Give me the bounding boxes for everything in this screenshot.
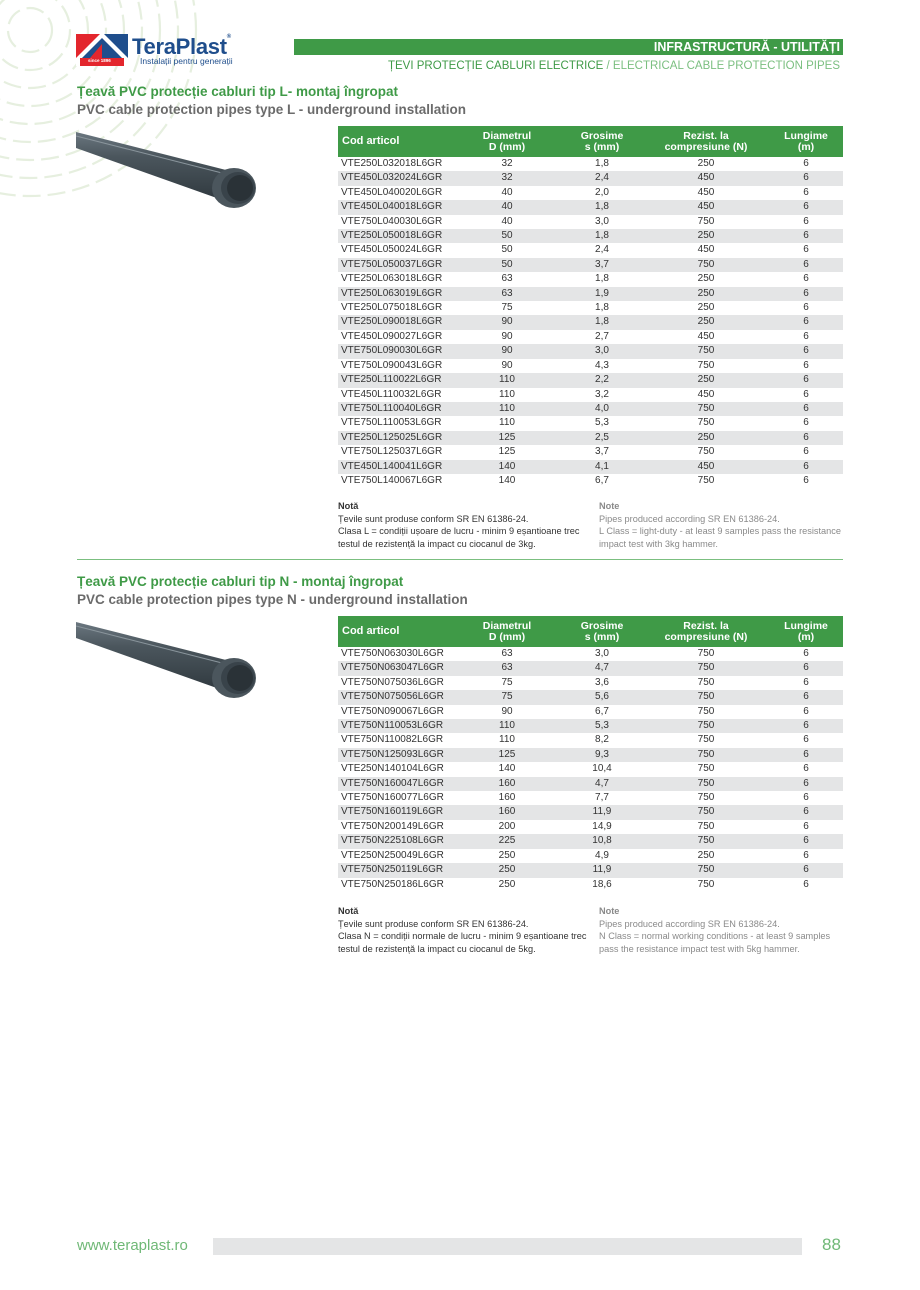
cell-compression: 750 <box>697 734 715 746</box>
cell-thickness: 8,2 <box>595 734 609 746</box>
cell-diameter: 110 <box>499 388 515 400</box>
cell-thickness: 4,7 <box>561 777 643 791</box>
cell-compression: 750 <box>697 446 715 458</box>
cell-diameter: 125 <box>453 748 561 762</box>
col-header-code: Cod articol <box>338 126 453 157</box>
cell-thickness: 1,8 <box>595 302 609 314</box>
cell-compression: 750 <box>697 474 715 486</box>
cell-code: VTE750N160119L6GR <box>338 805 453 819</box>
cell-compression: 750 <box>697 417 715 429</box>
cell-compression: 750 <box>697 763 715 775</box>
cell-diameter: 40 <box>453 200 561 214</box>
cell-thickness: 2,2 <box>561 373 643 387</box>
cell-code: VTE250L032018L6GR <box>341 158 443 169</box>
cell-diameter: 160 <box>498 792 516 804</box>
table-row <box>338 791 843 805</box>
cell-thickness: 9,3 <box>561 748 643 762</box>
cell-diameter: 63 <box>453 287 561 301</box>
cell-thickness: 10,4 <box>592 763 612 775</box>
cell-code: VTE450L040018L6GR <box>338 200 453 214</box>
table-row <box>338 733 843 747</box>
cell-diameter: 250 <box>453 863 561 877</box>
cell-compression: 750 <box>643 748 769 762</box>
table-row <box>338 330 843 344</box>
cell-code: VTE750N110053L6GR <box>338 719 453 733</box>
cell-length: 6 <box>769 344 843 358</box>
cell-thickness: 11,9 <box>561 805 643 819</box>
spec-table-type-l <box>338 126 843 488</box>
cell-diameter: 32 <box>453 171 561 185</box>
table-row <box>338 171 843 185</box>
cell-thickness: 3,7 <box>595 446 609 458</box>
cell-code: VTE450L050024L6GR <box>341 244 443 256</box>
cell-diameter: 110 <box>453 402 561 416</box>
cell-diameter: 140 <box>498 474 516 486</box>
table-row <box>338 373 843 387</box>
cell-code: VTE750N225108L6GR <box>338 834 453 848</box>
cell-code: VTE250L050018L6GR <box>338 229 453 243</box>
table-row <box>338 820 843 834</box>
brand-tagline: Instalații pentru generații <box>140 56 233 66</box>
since-label: since 1896 <box>88 58 111 63</box>
table-row <box>338 431 843 445</box>
cell-compression: 750 <box>643 402 769 416</box>
page-number: 88 <box>822 1235 841 1254</box>
cell-length: 6 <box>769 171 843 185</box>
cell-compression: 250 <box>643 431 769 445</box>
cell-thickness: 1,8 <box>561 315 643 329</box>
col-header-diameter: Diametrul D (mm) <box>453 616 561 647</box>
table-row <box>338 676 843 690</box>
cell-length: 6 <box>769 748 843 762</box>
cell-diameter: 225 <box>453 834 561 848</box>
cell-length: 6 <box>769 315 843 329</box>
cell-compression: 450 <box>697 388 715 400</box>
cell-diameter: 50 <box>453 258 561 272</box>
table-row <box>338 200 843 214</box>
cell-code: VTE750L125037L6GR <box>341 446 443 458</box>
cell-diameter: 50 <box>453 229 561 243</box>
cell-thickness: 4,0 <box>561 402 643 416</box>
col-header-length: Lungime (m) <box>769 126 843 157</box>
cell-diameter: 75 <box>453 690 561 704</box>
table-row <box>338 748 843 762</box>
table-row <box>338 661 843 675</box>
cell-thickness: 7,7 <box>595 792 609 804</box>
cell-length: 6 <box>769 777 843 791</box>
cell-thickness: 2,7 <box>595 330 609 342</box>
table-header-row <box>338 616 843 647</box>
cell-length: 6 <box>803 158 809 169</box>
col-header-thickness: Grosime s (mm) <box>561 126 643 157</box>
pvc-pipe-image <box>76 618 258 698</box>
cell-length: 6 <box>769 690 843 704</box>
cell-diameter: 110 <box>499 734 515 746</box>
cell-length: 6 <box>769 431 843 445</box>
table-row <box>338 258 843 272</box>
cell-compression: 250 <box>697 302 715 314</box>
cell-compression: 750 <box>643 661 769 675</box>
cell-length: 6 <box>803 244 809 256</box>
cell-diameter: 110 <box>499 417 515 429</box>
col-header-compression: Rezist. la compresiune (N) <box>643 126 769 157</box>
cell-code: VTE250L063018L6GR <box>341 273 443 285</box>
cell-diameter: 63 <box>501 648 513 659</box>
cell-code: VTE750N250119L6GR <box>338 863 453 877</box>
table-row <box>338 719 843 733</box>
cell-diameter: 90 <box>453 315 561 329</box>
subcategory-en: ELECTRICAL CABLE PROTECTION PIPES <box>612 60 840 72</box>
cell-length: 6 <box>769 661 843 675</box>
cell-length: 6 <box>803 273 809 285</box>
cell-code: VTE450L110032L6GR <box>341 388 442 400</box>
table-row <box>338 388 843 402</box>
cell-length: 6 <box>803 792 809 804</box>
table-row <box>338 474 843 488</box>
cell-compression: 250 <box>643 229 769 243</box>
cell-thickness: 4,7 <box>561 661 643 675</box>
cell-code: VTE250L075018L6GR <box>341 302 443 314</box>
cell-diameter: 90 <box>501 705 513 717</box>
table-header-row <box>338 126 843 157</box>
cell-code: VTE750L050037L6GR <box>338 258 453 272</box>
section-l-title-en: PVC cable protection pipes type L - underground installation <box>77 102 467 117</box>
cell-thickness: 4,9 <box>595 849 609 861</box>
cell-code: VTE750N160077L6GR <box>341 792 444 804</box>
cell-diameter: 63 <box>501 273 513 285</box>
cell-length: 6 <box>803 215 809 227</box>
cell-thickness: 6,7 <box>595 705 609 717</box>
cell-length: 6 <box>769 229 843 243</box>
cell-diameter: 200 <box>498 820 516 832</box>
subcategory-ro: ȚEVI PROTECȚIE CABLURI ELECTRICE <box>387 60 604 72</box>
col-header-length: Lungime (m) <box>769 616 843 647</box>
cell-compression: 250 <box>697 158 715 169</box>
cell-compression: 750 <box>697 359 715 371</box>
table-row <box>338 287 843 301</box>
cell-compression: 450 <box>697 186 715 198</box>
cell-diameter: 160 <box>453 805 561 819</box>
note-ro-type-l: Notă Țevile sunt produse conform SR EN 61386-24. Clasa L = condiții ușoare de lucru - minim 9 eșantioane trec testul de rezistență la impact cu ciocanul de 3kg. <box>338 501 580 549</box>
cell-thickness: 3,0 <box>595 215 609 227</box>
cell-thickness: 1,8 <box>561 229 643 243</box>
footer-bar <box>213 1238 802 1255</box>
cell-compression: 450 <box>697 244 715 256</box>
cell-compression: 750 <box>697 705 715 717</box>
website-link[interactable]: www.teraplast.ro <box>77 1237 188 1254</box>
cell-diameter: 160 <box>453 777 561 791</box>
cell-length: 6 <box>769 287 843 301</box>
cell-compression: 750 <box>697 676 715 688</box>
cell-compression: 750 <box>697 648 715 659</box>
cell-length: 6 <box>803 849 809 861</box>
table-row <box>338 705 843 719</box>
cell-thickness: 11,9 <box>561 863 643 877</box>
cell-code: VTE750N075036L6GR <box>341 676 444 688</box>
table-row <box>338 243 843 257</box>
cell-code: VTE750N125093L6GR <box>338 748 453 762</box>
cell-compression: 750 <box>697 820 715 832</box>
cell-compression: 450 <box>643 200 769 214</box>
cell-thickness: 3,0 <box>561 344 643 358</box>
table-row <box>338 863 843 877</box>
cell-code: VTE750N160047L6GR <box>338 777 453 791</box>
cell-code: VTE250L110022L6GR <box>338 373 453 387</box>
table-row <box>338 215 843 229</box>
note-en-type-l: Note Pipes produced according SR EN 61386-24. L Class = light-duty - at least 9 samples pass the resistance impact test with 3kg hammer. <box>599 501 841 549</box>
cell-length: 6 <box>803 186 809 198</box>
table-row <box>338 416 843 430</box>
cell-compression: 750 <box>697 878 715 890</box>
cell-length: 6 <box>803 878 809 890</box>
cell-length: 6 <box>803 676 809 688</box>
cell-compression: 750 <box>643 777 769 791</box>
cell-diameter: 110 <box>453 373 561 387</box>
col-header-code: Cod articol <box>338 616 453 647</box>
cell-compression: 750 <box>643 344 769 358</box>
cell-length: 6 <box>803 474 809 486</box>
cell-length: 6 <box>803 734 809 746</box>
cell-compression: 750 <box>697 215 715 227</box>
cell-thickness: 2,4 <box>595 244 609 256</box>
cell-compression: 750 <box>643 690 769 704</box>
cell-length: 6 <box>769 258 843 272</box>
cell-compression: 450 <box>643 460 769 474</box>
cell-length: 6 <box>769 373 843 387</box>
cell-thickness: 3,6 <box>595 676 609 688</box>
cell-compression: 750 <box>697 792 715 804</box>
cell-compression: 250 <box>643 373 769 387</box>
col-header-diameter: Diametrul D (mm) <box>453 126 561 157</box>
cell-compression: 750 <box>643 834 769 848</box>
note-ro-type-n: Notă Țevile sunt produse conform SR EN 61386-24. Clasa N = condiții normale de lucru - minim 9 eșantioane trec testul de rezistență la impact cu ciocanul de 5kg. <box>338 906 587 954</box>
subcategory: ȚEVI PROTECȚIE CABLURI ELECTRICE / ELECTRICAL CABLE PROTECTION PIPES <box>387 60 840 72</box>
cell-length: 6 <box>803 705 809 717</box>
cell-code: VTE450L090027L6GR <box>341 330 443 342</box>
cell-code: VTE750L110040L6GR <box>338 402 453 416</box>
cell-length: 6 <box>769 834 843 848</box>
cell-diameter: 250 <box>498 849 516 861</box>
cell-diameter: 40 <box>501 215 513 227</box>
cell-code: VTE750N090067L6GR <box>341 705 444 717</box>
cell-thickness: 3,7 <box>561 258 643 272</box>
cell-thickness: 1,8 <box>595 158 609 169</box>
cell-length: 6 <box>803 763 809 775</box>
cell-code: VTE250N140104L6GR <box>341 763 444 775</box>
cell-thickness: 10,8 <box>561 834 643 848</box>
cell-code: VTE750N063030L6GR <box>341 648 444 659</box>
table-row <box>338 186 843 200</box>
cell-code: VTE750L140067L6GR <box>341 474 443 486</box>
cell-length: 6 <box>803 417 809 429</box>
cell-thickness: 6,7 <box>595 474 609 486</box>
table-row <box>338 229 843 243</box>
cell-diameter: 32 <box>501 158 513 169</box>
section-n-title-ro: Țeavă PVC protecție cabluri tip N - montaj îngropat <box>77 574 404 589</box>
cell-length: 6 <box>769 460 843 474</box>
table-row <box>338 762 843 776</box>
cell-length: 6 <box>769 863 843 877</box>
cell-compression: 750 <box>643 805 769 819</box>
cell-thickness: 3,2 <box>595 388 609 400</box>
section-n-title-en: PVC cable protection pipes type N - underground installation <box>77 592 468 607</box>
cell-diameter: 110 <box>453 719 561 733</box>
table-row <box>338 878 843 892</box>
cell-compression: 250 <box>643 315 769 329</box>
table-row <box>338 647 843 661</box>
pvc-pipe-image <box>76 128 258 208</box>
cell-thickness: 5,6 <box>561 690 643 704</box>
cell-thickness: 4,1 <box>561 460 643 474</box>
cell-diameter: 40 <box>501 186 513 198</box>
cell-diameter: 75 <box>501 676 513 688</box>
cell-code: VTE750N110082L6GR <box>341 734 444 746</box>
cell-diameter: 140 <box>498 763 516 775</box>
cell-length: 6 <box>769 805 843 819</box>
cell-length: 6 <box>803 302 809 314</box>
cell-diameter: 125 <box>498 446 516 458</box>
cell-diameter: 50 <box>501 244 513 256</box>
cell-code: VTE250L090018L6GR <box>338 315 453 329</box>
note-en-type-n: Note Pipes produced according SR EN 61386-24. N Class = normal working conditions - at least 9 samples pass the resistance impact test with 5kg hammer. <box>599 906 831 954</box>
table-row <box>338 805 843 819</box>
cell-compression: 250 <box>697 849 715 861</box>
spec-table-type-n <box>338 616 843 892</box>
cell-code: VTE250L063019L6GR <box>338 287 453 301</box>
cell-diameter: 125 <box>453 431 561 445</box>
cell-thickness: 4,3 <box>595 359 609 371</box>
cell-code: VTE750N075056L6GR <box>338 690 453 704</box>
cell-code: VTE750N063047L6GR <box>338 661 453 675</box>
table-row <box>338 359 843 373</box>
cell-compression: 750 <box>643 863 769 877</box>
cell-thickness: 14,9 <box>592 820 612 832</box>
table-row <box>338 301 843 315</box>
cell-compression: 450 <box>643 171 769 185</box>
table-row <box>338 849 843 863</box>
cell-length: 6 <box>803 359 809 371</box>
cell-code: VTE250L125025L6GR <box>338 431 453 445</box>
cell-code: VTE750L110053L6GR <box>341 417 442 429</box>
brand-name: TeraPlast® <box>132 34 231 59</box>
table-row <box>338 834 843 848</box>
table-row <box>338 777 843 791</box>
cell-diameter: 250 <box>498 878 516 890</box>
table-row <box>338 460 843 474</box>
cell-compression: 250 <box>697 273 715 285</box>
cell-diameter: 140 <box>453 460 561 474</box>
cell-code: VTE750N200149L6GR <box>341 820 444 832</box>
cell-compression: 250 <box>643 287 769 301</box>
table-row <box>338 272 843 286</box>
cell-length: 6 <box>803 820 809 832</box>
category-bar: INFRASTRUCTURĂ - UTILITĂȚI <box>294 39 843 55</box>
table-row <box>338 157 843 171</box>
teraplast-logo <box>76 34 246 68</box>
cell-code: VTE750N250186L6GR <box>341 878 444 890</box>
cell-diameter: 90 <box>453 344 561 358</box>
section-divider <box>77 559 843 560</box>
cell-thickness: 1,8 <box>561 200 643 214</box>
cell-compression: 450 <box>697 330 715 342</box>
cell-length: 6 <box>803 446 809 458</box>
cell-thickness: 5,3 <box>561 719 643 733</box>
cell-code: VTE450L032024L6GR <box>338 171 453 185</box>
cell-length: 6 <box>769 719 843 733</box>
cell-diameter: 90 <box>501 359 513 371</box>
cell-code: VTE750L090030L6GR <box>338 344 453 358</box>
cell-length: 6 <box>769 200 843 214</box>
col-header-compression: Rezist. la compresiune (N) <box>643 616 769 647</box>
cell-thickness: 2,0 <box>595 186 609 198</box>
cell-code: VTE250N250049L6GR <box>341 849 444 861</box>
cell-thickness: 1,8 <box>595 273 609 285</box>
section-l-title-ro: Țeavă PVC protecție cabluri tip L- montaj îngropat <box>77 84 399 99</box>
cell-length: 6 <box>803 388 809 400</box>
cell-thickness: 2,5 <box>561 431 643 445</box>
cell-compression: 750 <box>643 719 769 733</box>
cell-code: VTE450L140041L6GR <box>338 460 453 474</box>
col-header-thickness: Grosime s (mm) <box>561 616 643 647</box>
cell-length: 6 <box>803 648 809 659</box>
cell-length: 6 <box>769 402 843 416</box>
cell-diameter: 63 <box>453 661 561 675</box>
cell-code: VTE750L040030L6GR <box>341 215 443 227</box>
table-row <box>338 344 843 358</box>
cell-length: 6 <box>803 330 809 342</box>
table-row <box>338 315 843 329</box>
cell-code: VTE750L090043L6GR <box>341 359 443 371</box>
cell-thickness: 1,9 <box>561 287 643 301</box>
cell-diameter: 75 <box>501 302 513 314</box>
table-row <box>338 445 843 459</box>
cell-thickness: 5,3 <box>595 417 609 429</box>
table-row <box>338 690 843 704</box>
cell-compression: 750 <box>643 258 769 272</box>
cell-thickness: 3,0 <box>595 648 609 659</box>
cell-thickness: 2,4 <box>561 171 643 185</box>
cell-thickness: 18,6 <box>592 878 612 890</box>
table-row <box>338 402 843 416</box>
cell-diameter: 90 <box>501 330 513 342</box>
cell-code: VTE450L040020L6GR <box>341 186 443 198</box>
